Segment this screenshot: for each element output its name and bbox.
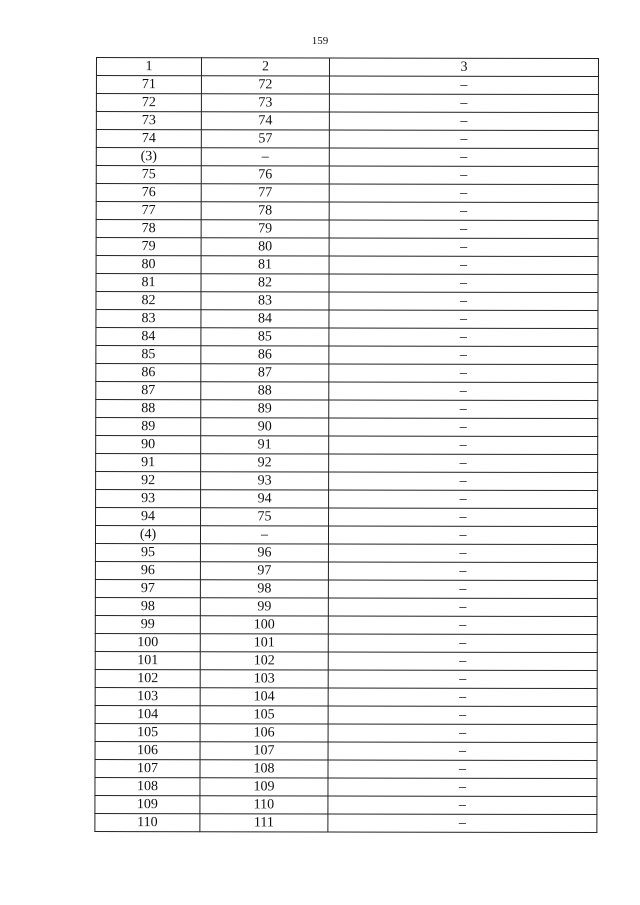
table-cell-col-1: 85 [96, 346, 201, 364]
table-cell-col-1: 75 [96, 166, 201, 184]
table-cell-col-2: 72 [201, 76, 329, 94]
table-cell-col-1: 101 [95, 651, 200, 669]
table-cell-col-1: 79 [96, 238, 201, 256]
table-cell-col-1: 83 [96, 310, 201, 328]
table-cell-col-2: 101 [200, 634, 328, 652]
table-cell-col-1: 71 [96, 76, 201, 94]
table-cell-col-1: 78 [96, 220, 201, 238]
table-cell-col-3: – [329, 238, 598, 257]
table-cell-col-1: 97 [95, 579, 200, 597]
table-cell-col-3: – [329, 472, 598, 491]
table-cell-col-1: 74 [96, 130, 201, 148]
table-cell-col-2: – [200, 526, 328, 544]
table-cell-col-2: – [201, 148, 329, 166]
table-row [95, 579, 597, 598]
table-cell-col-3: – [328, 526, 597, 545]
table-cell-col-2: 87 [201, 364, 329, 382]
table-cell-col-1: 92 [96, 472, 201, 490]
table-cell-col-3: – [329, 148, 598, 167]
table-cell-col-3: – [329, 400, 598, 419]
table-row [95, 759, 597, 778]
table-cell-col-2: 89 [201, 400, 329, 418]
table-cell-col-1: 100 [95, 633, 200, 651]
table-cell-col-2: 91 [201, 436, 329, 454]
table-cell-col-3: – [329, 220, 598, 239]
table-row [96, 436, 598, 455]
table-row [96, 310, 598, 329]
table-cell-col-1: 87 [96, 382, 201, 400]
table-cell-col-3: – [328, 616, 597, 635]
table-cell-col-1: 81 [96, 274, 201, 292]
table-row [96, 328, 598, 347]
table-cell-col-3: – [329, 184, 598, 203]
table-cell-col-3: – [329, 382, 598, 401]
table-row [96, 202, 598, 221]
table-cell-col-2: 81 [201, 256, 329, 274]
table-cell-col-2: 75 [201, 508, 329, 526]
table-cell-col-3: – [328, 760, 597, 779]
table-cell-col-3: – [328, 580, 597, 599]
table-cell-col-2: 85 [201, 328, 329, 346]
table-cell-col-1: (4) [95, 526, 200, 544]
table-cell-col-1: 94 [96, 508, 201, 526]
table-cell-col-1: 76 [96, 184, 201, 202]
table-cell-col-3: – [328, 670, 597, 689]
table-row [95, 526, 597, 545]
table-row [96, 256, 598, 275]
table-cell-col-3: – [328, 778, 597, 797]
column-header-3: 3 [329, 58, 598, 77]
table-cell-col-3: – [329, 94, 598, 113]
column-header-1: 1 [96, 58, 201, 76]
table-cell-col-3: – [328, 562, 597, 581]
table-cell-col-3: – [328, 634, 597, 653]
table-cell-col-3: – [329, 112, 598, 131]
table-cell-col-3: – [329, 76, 598, 95]
table-cell-col-3: – [328, 796, 597, 815]
table-row [95, 597, 597, 616]
table-row [95, 633, 597, 652]
table-cell-col-1: 95 [95, 544, 200, 562]
column-header-2: 2 [201, 58, 329, 76]
table-row [95, 687, 597, 706]
table-cell-col-3: – [328, 706, 597, 725]
table-cell-col-3: – [329, 346, 598, 365]
table-cell-col-3: – [329, 310, 598, 329]
table-cell-col-2: 83 [201, 292, 329, 310]
table-cell-col-1: 89 [96, 418, 201, 436]
table-cell-col-3: – [328, 688, 597, 707]
table-row [95, 777, 597, 796]
table-cell-col-1: 102 [95, 669, 200, 687]
table-cell-col-2: 93 [201, 472, 329, 490]
table-row [96, 238, 598, 257]
table-cell-col-1: 96 [95, 561, 200, 579]
table-cell-col-1: 98 [95, 597, 200, 615]
table-row [96, 130, 598, 149]
table-cell-col-2: 84 [201, 310, 329, 328]
table-cell-col-3: – [329, 418, 598, 437]
table-row [96, 148, 598, 167]
table-cell-col-2: 74 [201, 112, 329, 130]
table-row [95, 741, 597, 760]
table-cell-col-2: 106 [200, 724, 328, 742]
table-cell-col-1: 77 [96, 202, 201, 220]
table-cell-col-2: 92 [201, 454, 329, 472]
table-cell-col-2: 88 [201, 382, 329, 400]
table-cell-col-1: 84 [96, 328, 201, 346]
table-cell-col-3: – [329, 490, 598, 509]
table-row [96, 184, 598, 203]
table-row [96, 454, 598, 473]
table-row [96, 490, 598, 509]
table-row [96, 292, 598, 311]
table-row [95, 615, 597, 634]
table-header-row [96, 58, 598, 77]
table-row [96, 346, 598, 365]
table-cell-col-2: 99 [200, 598, 328, 616]
table-cell-col-3: – [329, 274, 598, 293]
table-row [96, 76, 598, 95]
table-row [96, 472, 598, 491]
table-cell-col-2: 100 [200, 616, 328, 634]
table-cell-col-2: 103 [200, 670, 328, 688]
table-cell-col-3: – [328, 742, 597, 761]
table-cell-col-1: 80 [96, 256, 201, 274]
table-cell-col-2: 110 [200, 796, 328, 814]
table-row [96, 274, 598, 293]
table-cell-col-2: 77 [201, 184, 329, 202]
table-cell-col-1: 93 [96, 490, 201, 508]
table-cell-col-1: 104 [95, 705, 200, 723]
table-cell-col-1: 86 [96, 364, 201, 382]
table-cell-col-2: 57 [201, 130, 329, 148]
table-row [95, 544, 597, 563]
table-cell-col-3: – [328, 724, 597, 743]
table-header [96, 58, 598, 77]
table-cell-col-2: 102 [200, 652, 328, 670]
table-cell-col-1: 73 [96, 112, 201, 130]
table-cell-col-2: 104 [200, 688, 328, 706]
table-cell-col-2: 90 [201, 418, 329, 436]
table-cell-col-2: 80 [201, 238, 329, 256]
table-cell-col-2: 98 [200, 580, 328, 598]
table-cell-col-2: 79 [201, 220, 329, 238]
table-cell-col-2: 96 [200, 544, 328, 562]
table-row [95, 795, 597, 814]
table-row [96, 382, 598, 401]
table-cell-col-1: 72 [96, 94, 201, 112]
table-cell-col-3: – [329, 436, 598, 455]
table-cell-col-3: – [329, 364, 598, 383]
table-row [96, 418, 598, 437]
table-cell-col-2: 73 [201, 94, 329, 112]
table-cell-col-1: 108 [95, 777, 200, 795]
table-cell-col-3: – [328, 544, 597, 563]
table-cell-col-1: 110 [95, 813, 200, 831]
page-number: 159 [311, 35, 329, 47]
table-cell-col-2: 78 [201, 202, 329, 220]
table-cell-col-3: – [329, 256, 598, 275]
table-cell-col-2: 76 [201, 166, 329, 184]
table-cell-col-1: 106 [95, 741, 200, 759]
table-row [96, 94, 598, 113]
table-cell-col-2: 105 [200, 706, 328, 724]
table-row [96, 166, 598, 185]
table-cell-col-1: 109 [95, 795, 200, 813]
table-cell-col-3: – [329, 454, 598, 473]
table-cell-col-3: – [329, 202, 598, 221]
table-row [95, 705, 597, 724]
table-row [96, 220, 598, 239]
table-cell-col-1: (3) [96, 148, 201, 166]
table-body [95, 76, 599, 833]
table-cell-col-1: 99 [95, 615, 200, 633]
data-table [94, 57, 599, 833]
table-cell-col-1: 103 [95, 687, 200, 705]
table-cell-col-2: 108 [200, 760, 328, 778]
table-cell-col-3: – [328, 814, 597, 833]
table-cell-col-1: 91 [96, 454, 201, 472]
table-row [95, 813, 597, 832]
table-cell-col-2: 82 [201, 274, 329, 292]
table-row [95, 669, 597, 688]
table-cell-col-3: – [329, 508, 598, 527]
table-cell-col-3: – [328, 598, 597, 617]
table-cell-col-3: – [329, 166, 598, 185]
table-cell-col-2: 86 [201, 346, 329, 364]
table-cell-col-2: 97 [200, 562, 328, 580]
table-row [95, 561, 597, 580]
table-row [96, 400, 598, 419]
table-cell-col-1: 88 [96, 400, 201, 418]
table-cell-col-3: – [328, 652, 597, 671]
table-cell-col-3: – [329, 130, 598, 149]
table-cell-col-1: 82 [96, 292, 201, 310]
table-cell-col-3: – [329, 328, 598, 347]
table-row [95, 723, 597, 742]
table-cell-col-3: – [329, 292, 598, 311]
table-cell-col-2: 109 [200, 778, 328, 796]
table-cell-col-2: 107 [200, 742, 328, 760]
table-row [95, 651, 597, 670]
table-row [96, 364, 598, 383]
table-row [96, 112, 598, 131]
table-cell-col-2: 111 [200, 814, 328, 832]
table-cell-col-1: 107 [95, 759, 200, 777]
table-cell-col-1: 105 [95, 723, 200, 741]
table-cell-col-1: 90 [96, 436, 201, 454]
table-cell-col-2: 94 [201, 490, 329, 508]
table-row [96, 508, 598, 527]
